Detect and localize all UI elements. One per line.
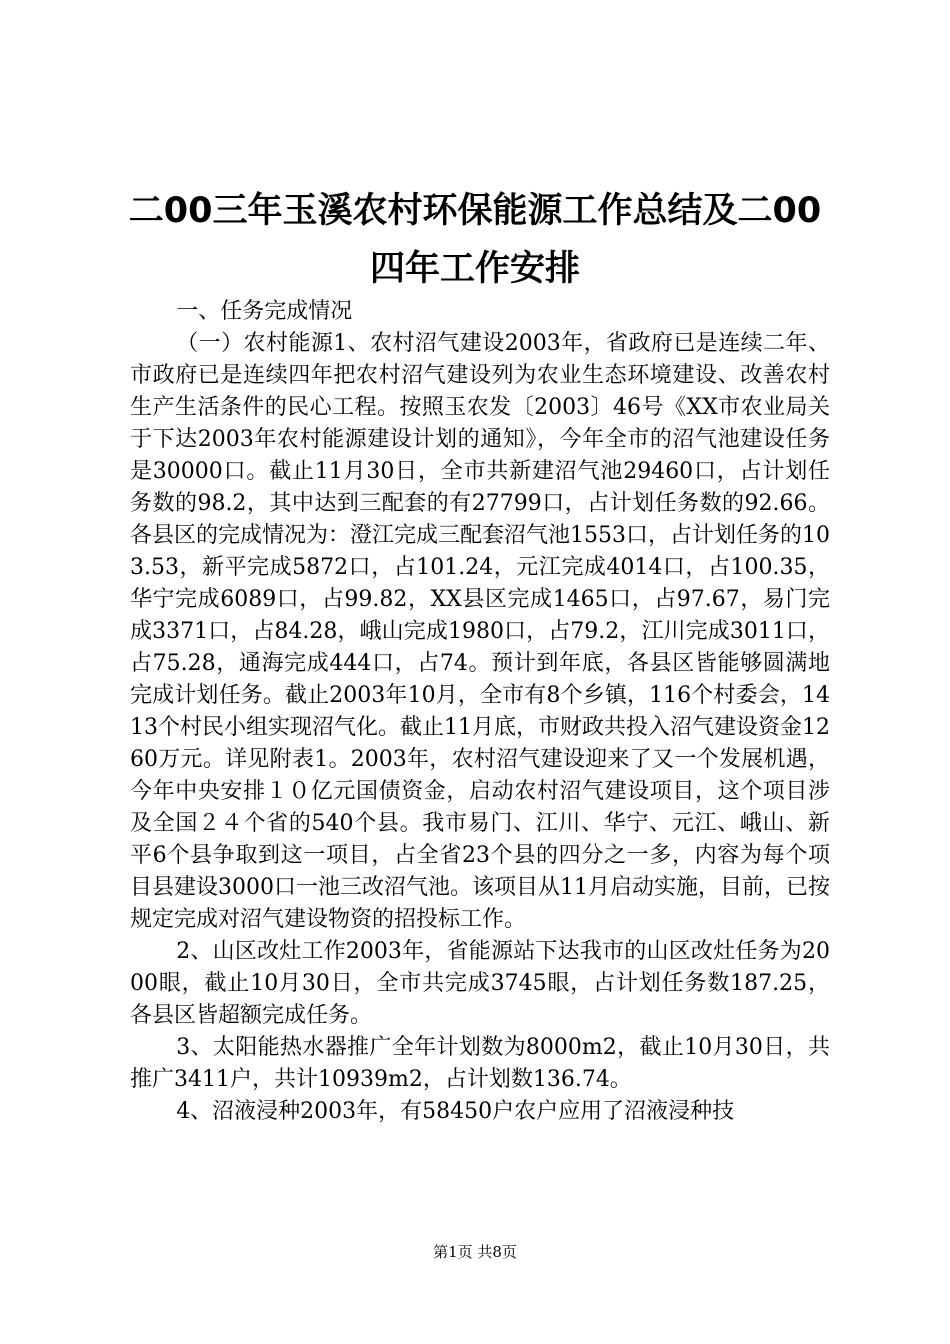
- document-body: [130, 296, 830, 1128]
- section-heading: 一、任务完成情况: [176, 299, 353, 324]
- paragraph-seed-soaking: 4、沼液浸种2003年，有58450户农户应用了沼液浸种技: [176, 1099, 735, 1124]
- paragraph-stove-reform: 2、山区改灶工作2003年，省能源站下达我市的山区改灶任务为2000眼，截止10月30日，全市共完成3745眼，占计划任务数187.25，各县区皆超额完成任务。: [130, 939, 830, 1028]
- document-title: [100, 182, 850, 298]
- page-footer: 第1页 共8页: [433, 1243, 517, 1261]
- title-line-2: 四年工作安排: [369, 249, 580, 289]
- paragraph-solar-water-heater: 3、太阳能热水器推广全年计划数为8000m2，截止10月30日，共推广3411户，共计10939m2，占计划数136.74。: [130, 1035, 830, 1092]
- paragraph-rural-biogas: （一）农村能源1、农村沼气建设2003年，省政府已是连续二年、市政府已是连续四年把农村沼气建设列为农业生态环境建设、改善农村生产生活条件的民心工程。按照玉农发〔2003〕46号《XX市农业局关于下达2003年农村能源建设计划的通知》，今年全市的沼气池建设任务是30000口。截止11月30日，全市共新建沼气池29460口，占计划任务数的98.2，其中达到三配套的有27799口，占计划任务数的92.66。各县区的完成情况为：澄江完成三配套沼气池1553口，占计划任务的103.53，新平完成5872口，占101.24，元江完成4014口，占100.35，华宁完成6089口，占99.82，XX县区完成1465口，占97.67，易门完成3371口，占84.28，峨山完成1980口，占79.2，江川完成3011口，占75.28，通海完成444口，占74。预计到年底，各县区皆能够圆满地完成计划任务。截止2003年10月，全市有8个乡镇，116个村委会，1413个村民小组实现沼气化。截止11月底，市财政共投入沼气建设资金1260万元。详见附表1。2003年，农村沼气建设迎来了又一个发展机遇，今年中央安排１０亿元国债资金，启动农村沼气建设项目，这个项目涉及全国２４个省的540个县。我市易门、江川、华宁、元江、峨山、新平6个县争取到这一项目，占全省23个县的四分之一多，内容为每个项目县建设3000口一池三改沼气池。该项目从11月启动实施，目前，已按规定完成对沼气建设物资的招投标工作。: [130, 331, 830, 932]
- title-line-1: 二00三年玉溪农村环保能源工作总结及二00: [128, 191, 822, 231]
